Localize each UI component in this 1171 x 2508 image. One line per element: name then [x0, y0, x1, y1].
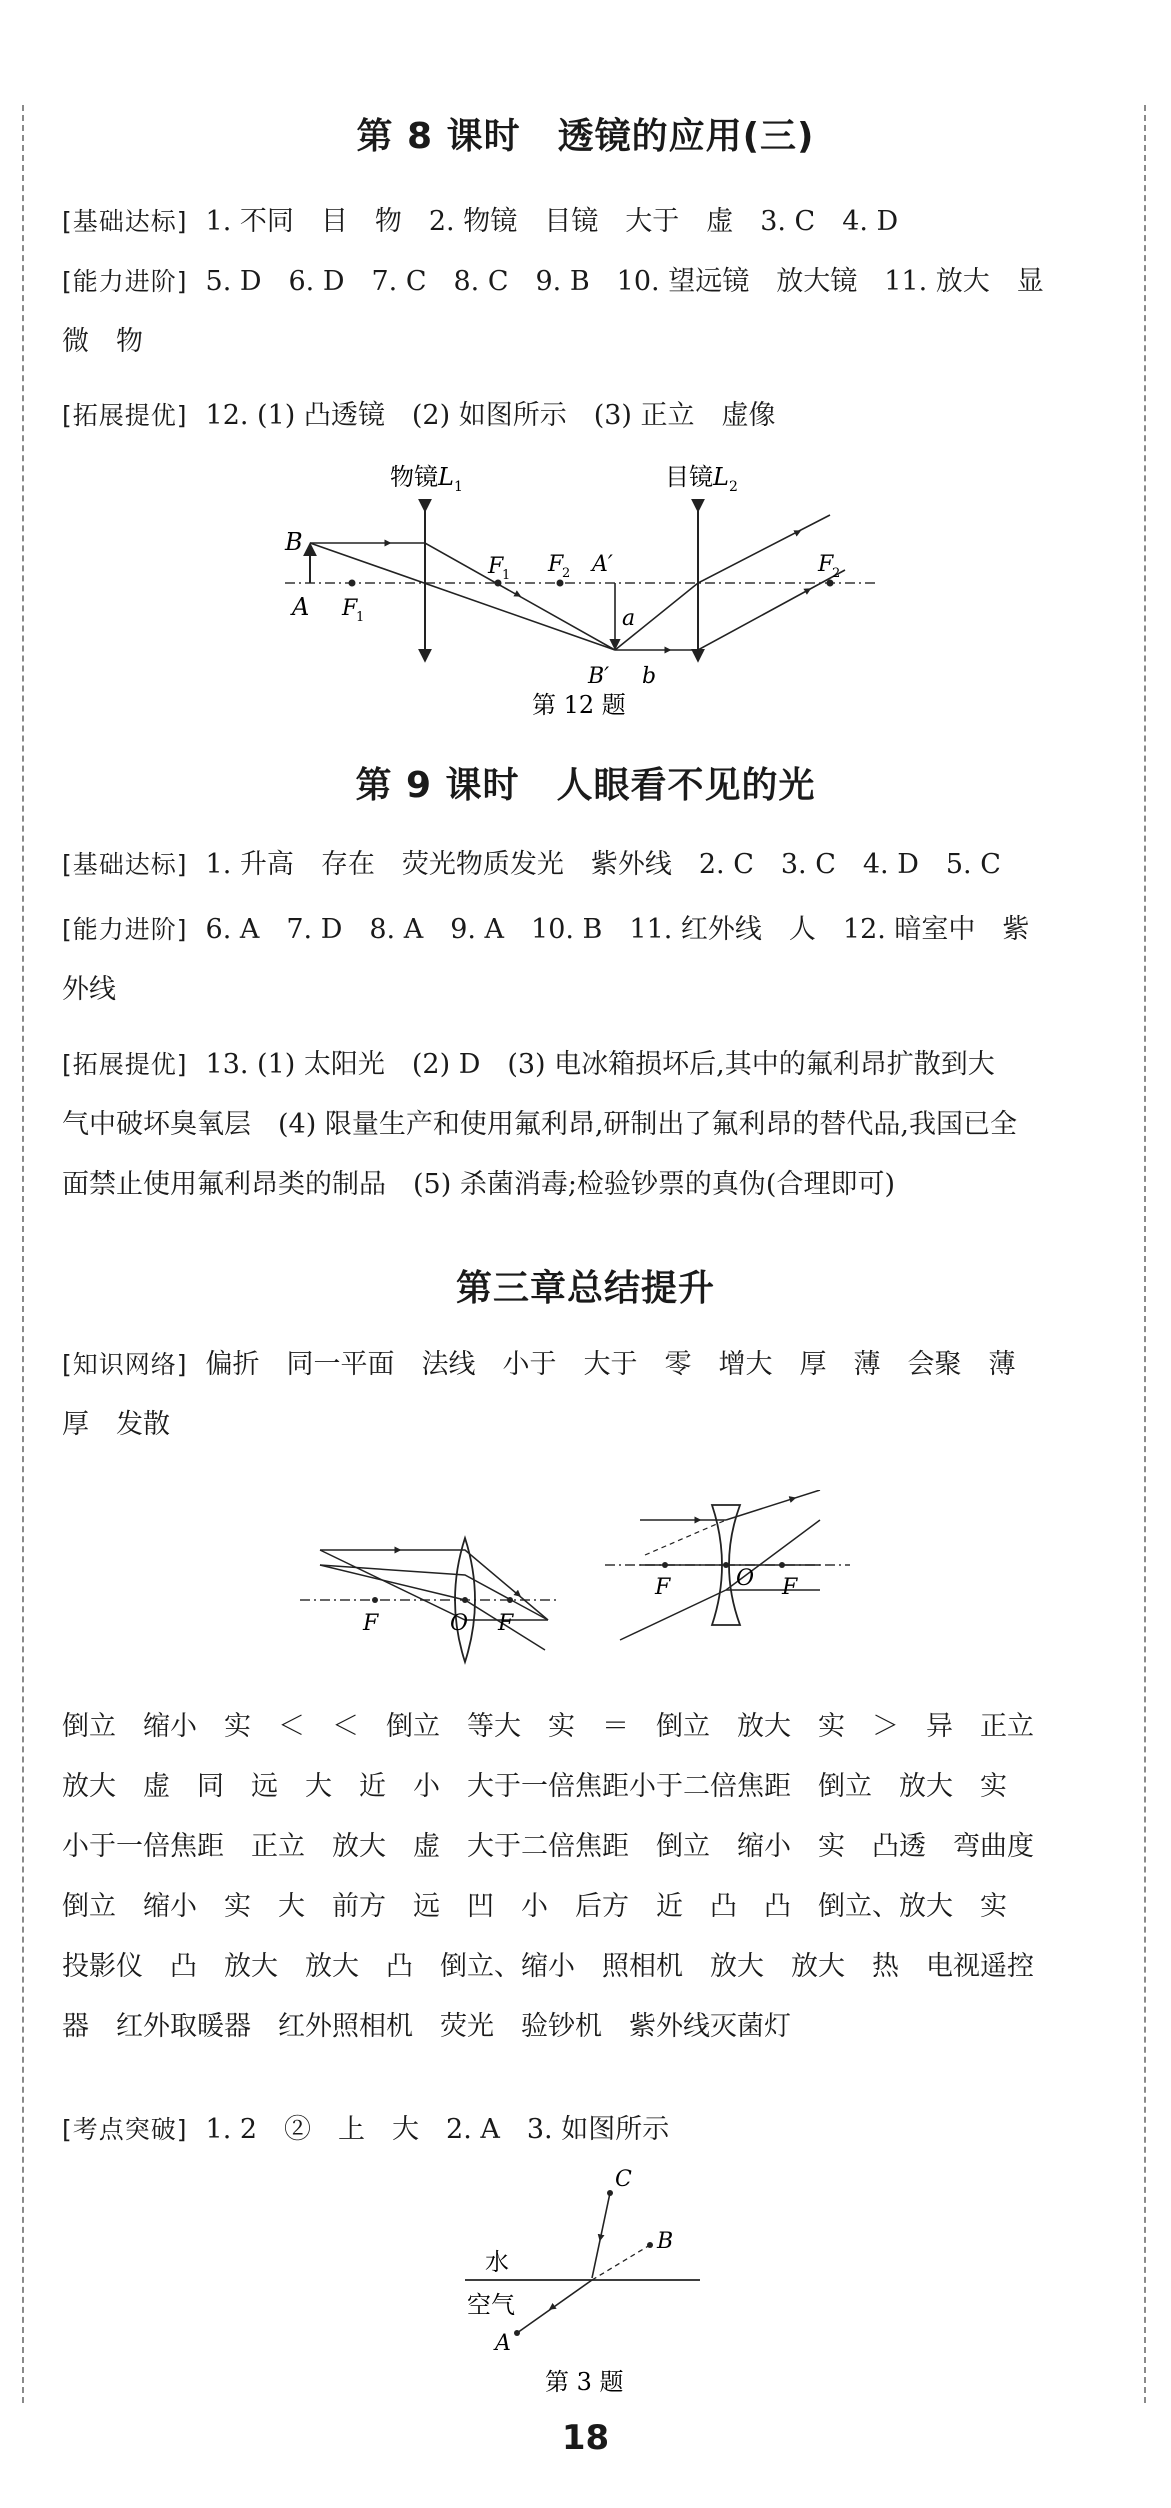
answers-line-5: 投影仪 凸 放大 放大 凸 倒立、缩小 照相机 放大 放大 热 电视遥控: [62, 1951, 1034, 1982]
svg-text:B: B: [657, 2229, 674, 2254]
page-number: 18: [561, 2418, 610, 2458]
lesson9-basic-text: 1. 升高 存在 荧光物质发光 紫外线 2. C 3. C 4. D 5. C: [205, 849, 1001, 880]
answers-line-2: 放大 虚 同 远 大 近 小 大于一倍焦距小于二倍焦距 倒立 放大 实: [62, 1771, 1007, 1802]
svg-text:1: 1: [454, 479, 463, 495]
svg-text:A: A: [495, 2331, 511, 2356]
svg-text:O: O: [736, 1566, 755, 1591]
svg-text:F: F: [548, 552, 564, 577]
lesson9-ability-line1: 6. A 7. D 8. A 9. A 10. B 11. 红外线 人 12. 暗室中 紫: [205, 914, 1030, 945]
tag-extend: [拓展提优]: [62, 401, 188, 430]
lesson9-extend: [62, 1035, 1107, 1215]
answers-line-1: 倒立 缩小 实 ＜ ＜ 倒立 等大 实 ＝ 倒立 放大 实 ＞ 异 正立: [62, 1711, 1034, 1742]
label-eyepiece: 目镜: [665, 463, 713, 491]
figure-lenses: [300, 1490, 870, 1680]
tag-ability: [能力进阶]: [62, 915, 188, 944]
lesson8-extend: [62, 386, 1107, 446]
lesson9-extend-line1: 13. (1) 太阳光 (2) D (3) 电冰箱损坏后,其中的氟利昂扩散到大: [205, 1049, 995, 1080]
figure-3-caption: 第 3 题: [545, 2368, 624, 2396]
lesson8-extend-text: 12. (1) 凸透镜 (2) 如图所示 (3) 正立 虚像: [205, 400, 776, 431]
lesson9-title: 第 9 课时 人眼看不见的光: [355, 765, 816, 806]
lesson8-basic: [62, 192, 1107, 252]
svg-text:2: 2: [562, 566, 571, 581]
svg-text:F: F: [363, 1611, 379, 1636]
svg-text:F: F: [488, 554, 504, 579]
svg-text:B′: B′: [588, 664, 610, 689]
ray-b: [615, 570, 845, 650]
tag-ability: [能力进阶]: [62, 267, 188, 296]
summary-answers: [62, 1697, 1107, 2057]
svg-text:1: 1: [502, 568, 511, 583]
svg-text:C: C: [615, 2168, 632, 2192]
label-l2: L: [713, 463, 729, 491]
figure-12-caption: 第 12 题: [532, 691, 626, 719]
lesson8-basic-text: 1. 不同 目 物 2. 物镜 目镜 大于 虚 3. C 4. D: [205, 206, 899, 237]
left-margin-line: [22, 105, 24, 2403]
tag-network: [知识网络]: [62, 1350, 188, 1379]
tag-basic: [基础达标]: [62, 207, 188, 236]
svg-text:1: 1: [356, 610, 365, 625]
label-l1: L: [438, 463, 454, 491]
label-objective: 物镜: [390, 463, 438, 491]
lesson8-title: 第 8 课时 透镜的应用(三): [356, 116, 815, 157]
answers-line-6: 器 红外取暖器 红外照相机 荧光 验钞机 紫外线灭菌灯: [62, 2011, 791, 2042]
lesson8-ability-line2: 微 物: [62, 326, 143, 357]
svg-text:A′: A′: [592, 552, 613, 577]
svg-text:F: F: [342, 596, 358, 621]
lesson9-extend-line2: 气中破坏臭氧层 (4) 限量生产和使用氟利昂,研制出了氟利昂的替代品,我国已全: [62, 1109, 1017, 1140]
summary-breakthrough-text: 1. 2 ② 上 大 2. A 3. 如图所示: [205, 2114, 670, 2145]
figure-12-telescope: [270, 455, 900, 720]
label-b: B: [285, 528, 303, 556]
lesson9-basic: [62, 835, 1107, 895]
lesson8-ability-line1: 5. D 6. D 7. C 8. C 9. B 10. 望远镜 放大镜 11. 放大 显: [205, 266, 1044, 297]
ray-c: [592, 2193, 610, 2278]
ray-a: [517, 2280, 592, 2333]
ray-b-dashed: [592, 2245, 650, 2280]
right-margin-line: [1144, 105, 1146, 2403]
tag-basic: [基础达标]: [62, 850, 188, 879]
figure-3-refraction: [455, 2168, 715, 2398]
tag-breakthrough: [考点突破]: [62, 2115, 188, 2144]
svg-text:2: 2: [832, 566, 841, 581]
lesson9-extend-line3: 面禁止使用氟利昂类的制品 (5) 杀菌消毒;检验钞票的真伪(合理即可): [62, 1169, 895, 1200]
summary-network: [62, 1335, 1107, 1455]
summary-network-line1: 偏折 同一平面 法线 小于 大于 零 增大 厚 薄 会聚 薄: [205, 1349, 1016, 1380]
svg-text:F: F: [655, 1575, 671, 1600]
label-a: A: [292, 593, 310, 621]
answers-line-4: 倒立 缩小 实 大 前方 远 凹 小 后方 近 凸 凸 倒立、放大 实: [62, 1891, 1007, 1922]
label-water: 水: [485, 2248, 509, 2276]
svg-text:F: F: [782, 1575, 798, 1600]
svg-text:2: 2: [729, 479, 738, 495]
lesson9-ability: [62, 900, 1107, 1020]
summary-breakthrough: [62, 2100, 1107, 2160]
answers-line-3: 小于一倍焦距 正立 放大 虚 大于二倍焦距 倒立 缩小 实 凸透 弯曲度: [62, 1831, 1034, 1862]
summary-network-line2: 厚 发散: [62, 1409, 170, 1440]
lesson9-ability-line2: 外线: [62, 974, 116, 1005]
svg-text:O: O: [450, 1611, 469, 1636]
tag-extend: [拓展提优]: [62, 1050, 188, 1079]
svg-text:F: F: [498, 1611, 514, 1636]
svg-text:F: F: [818, 552, 834, 577]
lesson8-ability: [62, 252, 1107, 372]
label-air: 空气: [467, 2291, 515, 2319]
summary-title: 第三章总结提升: [455, 1268, 715, 1309]
svg-text:a: a: [622, 606, 636, 631]
svg-text:b: b: [642, 664, 657, 689]
